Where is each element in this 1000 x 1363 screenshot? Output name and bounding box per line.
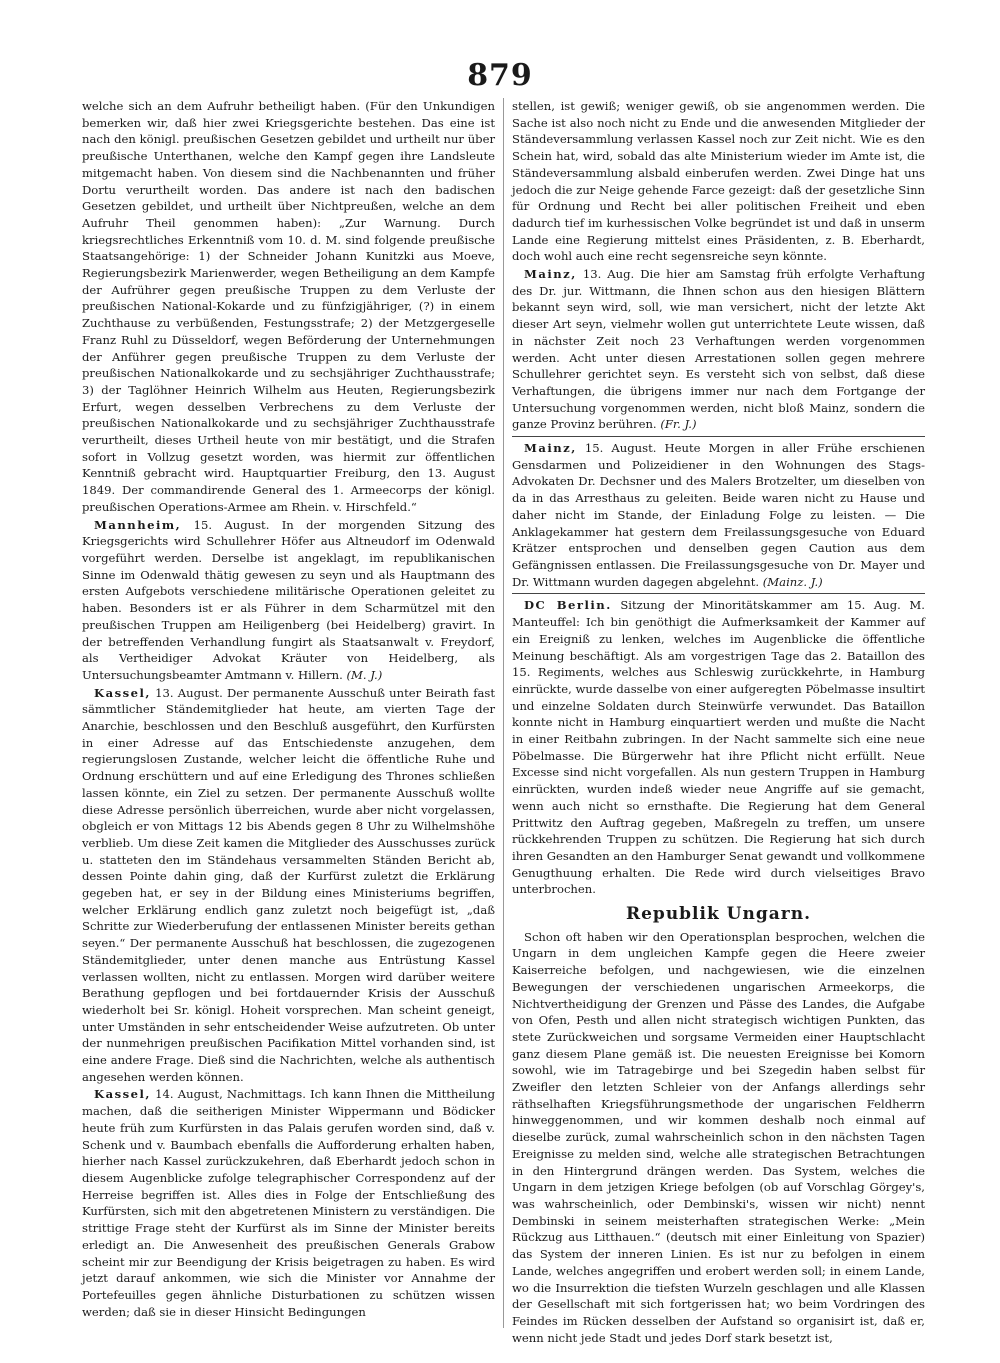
article-text: 14. August, Nachmittags. Ich kann Ihnen die Mittheilung machen, daß die seitherigen Minister Wippermann und Bödicker heute früh zum Kurfürsten in das Palais gerufen worden sind, daß v. Schenk und v. Baumbach ebenfalls die Aufforderung erhalten haben, hierher nach Kassel zurückzukehren, daß Eberhardt jedoch schon in diesem Augenblicke zufolge telegraphischer Correspondenz auf der Herreise begriffen ist. Alles dies in Folge der Entschließung des Kurfürsten, sich mit den abgetretenen Ministern zu verständigen. Die strittige Frage steht der Kurfürst als im Sinne der Minister bereits erledigt an. Die Anwesenheit des preußischen Generals Grabow scheint mir zur Beendigung der Krisis beigetragen zu haben. Es wird jetzt darauf ankommen, wie sich die Minister vor Annahme der Portefeuilles gegen ähnliche Disturbationen zu schützen wissen werden; daß sie in dieser Hinsicht Bedingungen — [82, 1087, 495, 1319]
article-text: Sitzung der Minoritätskammer am 15. Aug. M. Manteuffel: Ich bin genöthigt die Aufmerksamkeit der Kammer auf ein Ereigniß zu lenken, welches im Augenblicke die öffentliche Meinung beschäftigt. Als am vorgestrigen Tage das 2. Bataillon des 15. Regiments, welches aus Schleswig zurückkehrte, in Hamburg einrückte, wurde dasselbe von einer aufgeregten Pöbelmasse insultirt und einzelne Soldaten durch Steinwürfe verwundet. Das Bataillon konnte nicht in Hamburg einquartiert werden und mußte die Nacht in einer Reitbahn zubringen. In der Nacht sammelte sich eine neue Pöbelmasse. Die Bürgerwehr hat ihre Pflicht nicht erfüllt. Neue Excesse sind nicht vorgefallen. Als nun gestern Truppen in Hamburg einrückten, wurden indeß wieder neue Angriffe auf sie gemacht, wenn auch nicht so ernsthafte. Die Regierung hat dem General Prittwitz den Auftrag gegeben, Maßregeln zu treffen, um unsere rückkehrenden Truppen zu schützen. Die Regierung hat sich durch ihren Gesandten an den Hamburger Senat gewandt und vollkommene Genugthuung erhalten. Die Rede wird durch vielseitiges Bravo unterbrochen. — [512, 598, 925, 897]
article-paragraph — [512, 597, 925, 898]
article-dateline: DC Berlin. — [524, 598, 612, 613]
article-paragraph — [512, 929, 925, 1347]
article-text: 13. Aug. Die hier am Samstag früh erfolgte Verhaftung des Dr. jur. Wittmann, die Ihnen schon aus den hiesigen Blättern bekannt seyn wird, soll, wie man versichert, nicht der letzte Akt dieser Art seyn, vielmehr wollen gut unterrichtete Leute wissen, daß in nächster Zeit noch 23 Verhaftungen werden vorgenommen werden. Acht unter diesen Arrestationen sollen gegen mehrere Schullehrer gerichtet seyn. Es versteht sich von selbst, daß diese Verhaftungen, die übrigens immer nur nach dem Fortgange der Untersuchung vorgenommen werden, nicht bloß Mainz, sondern die ganze Provinz berühren. — [512, 267, 926, 432]
article-separator — [512, 593, 925, 594]
article-text: 13. August. Der permanente Ausschuß unter Beirath fast sämmtlicher Ständemitglieder hat heute, am vierten Tage der Anarchie, beschlossen und den Beschluß ausgeführt, den Kurfürsten in einer Adresse auf das Entschiedenste anzugehen, dem regierungslosen Zustande, welcher leicht die öffentliche Ruhe und Ordnung erschüttern und auf eine Erledigung des Thrones schließen lassen könnte, ein Ziel zu setzen. Der permanente Ausschuß wollte diese Adresse persönlich überreichen, wurde aber nicht vorgelassen, obgleich er von Mittags 12 bis Abends gegen 8 Uhr zu Wilhelmshöhe verblieb. Um diese Zeit kamen die Mitglieder des Ausschusses zurück u. statteten den im Ständehaus versammelten Ständen Bericht ab, dessen Pointe dahin ging, daß der Kurfürst zuletzt die Erklärung gegeben hat, er sey in der Bildung eines Ministeriums begriffen, welcher Erklärung endlich ganz zuletzt noch beigefügt ist, „daß Schritte zur Wiederberufung der entlassenen Minister bereits gethan seyen.“ Der permanente Ausschuß hat beschlossen, die zugezogenen Ständemitglieder, unter denen manche aus Entrüstung Kassel verlassen wollten, nicht zu entlassen. Morgen wird darüber weitere Berathung gepflogen und bei fortdauernder Krisis der Ausschuß wiederholt bei Sr. königl. Hoheit vorsprechen. Man scheint geneigt, unter Umständen in sehr entscheidender Weise aufzutreten. Ob unter der nunmehrigen preußischen Pacifikation Mittel vorhanden sind, ist eine andere Frage. Dieß sind die Nachrichten, welche als authentisch angesehen werden können. — [82, 685, 496, 1084]
article-dateline: Kassel, — [94, 685, 151, 700]
article-source: (Fr. J.) — [660, 417, 697, 432]
article-text: Schon oft haben wir den Operationsplan besprochen, welchen die Ungarn in dem ungleichen Kampfe gegen die Heere zweier Kaiserreiche befolgen, und nachgewiesen, wie die einzelnen Bewegungen der verschiedenen ungarischen Armeekorps, die Nichtvertheidigung der Grenzen und Pässe des Landes, die Aufgabe von Ofen, Pesth und allen nicht strategisch wichtigen Punkten, das stete Zurückweichen und sorgsame Vermeiden einer Hauptschlacht ganz diesem Plane gemäß ist. Die neuesten Ereignisse bei Komorn sowohl, wie im Tatragebirge und bei Szegedin haben selbst für Zweifler den letzten Schleier von der Anfangs allerdings sehr räthselhaften Kriegsführungsmethode der ungarischen Feldherrn hinweggenommen, und wir kommen deshalb noch einmal auf dieselbe zurück, zumal wahrscheinlich schon in den nächsten Tagen Ereignisse zu melden sind, welche alle strategischen Betrachtungen in den Hintergrund drängen werden. Das System, welches die Ungarn in dem jetzigen Kriege befolgen (ob auf Vorschlag Görgey's, was wahrscheinlich, oder Dembinski's, wissen wir nicht) nennt Dembinski in seinem meisterhaften strategischen Werke: „Mein Rückzug aus Litthauen.“ (deutsch mit einer Einleitung von Spazier) das System der inneren Linien. Es ist nur zu befolgen in einem Lande, welches angegriffen und erobert werden soll; in einem Lande, wo die Insurrektion die tiefsten Wurzeln geschlagen und alle Klassen der Gesellschaft mit sich fortgerissen hat; wo beim Vordringen des Feindes im Rücken desselben der Aufstand so organisirt ist, daß er, wenn nicht jede Stadt und jedes Dorf stark besetzt ist, — [512, 929, 925, 1345]
left-column — [82, 98, 495, 1320]
article-dateline: Mannheim, — [94, 517, 182, 532]
article-source: (M. J.) — [346, 667, 383, 682]
article-text: 15. August. Heute Morgen in aller Frühe erschienen Gensdarmen und Polizeidiener in den Wohnungen des Stags-Advokaten Dr. Dechsner und des Malers Brotzelter, um dieselben von da in das Arresthaus zu geleiten. Beide waren nicht zu Hause und daher nicht im Stande, der Einladung Folge zu leisten. — Die Anklagekammer hat gestern dem Freilassungsgesuche von Eduard Krätzer entsprochen und denselben gegen Caution aus dem Gefängnissen entlassen. Die Freilassungsgesuche von Dr. Mayer und Dr. Wittmann wurden dagegen abgelehnt. — [512, 441, 926, 589]
article-paragraph — [82, 1086, 495, 1320]
article-separator — [512, 436, 925, 437]
article-text: 15. August. In der morgenden Sitzung des Kriegsgerichts wird Schullehrer Höfer aus Altneudorf im Odenwald vorgeführt werden. Derselbe ist angeklagt, im republikanischen Sinne im Odenwald thätig gewesen zu seyn und als Hauptmann des ersten Aufgebots verschiedene militärische Operationen geleitet zu haben. Besonders ist er als Führer in dem Scharmützel mit den preußischen Truppen am Heiligenberg (bei Heidelberg) gravirt. In der betreffenden Verhandlung fungirt als Staatsanwalt v. Freydorf, als Vertheidiger Advokat Kräuter von Heidelberg, als Untersuchungsbeamter Amtmann v. Hillern. — [82, 517, 496, 682]
article-text: stellen, ist gewiß; weniger gewiß, ob sie angenommen werden. Die Sache ist also noch nicht zu Ende und die anwesenden Mitglieder der Ständeversammlung verlassen Kassel noch zur Zeit nicht. Wie es den Schein hat, wird, sobald das alte Ministerium wieder im Amte ist, die Ständeversammlung alsbald einberufen werden. Zwei Dinge hat uns jedoch die zur Neige gehende Farce gezeigt: daß der gesetzliche Sinn für Ordnung und Recht bei aller politischen Freiheit und eben dadurch tief im kurhessischen Volke begründet ist und daß in unserm Lande eine Regierung mittelst eines Präsidenten, z. B. Eberhardt, doch wohl auch eine recht segensreiche seyn könnte. — [512, 99, 925, 264]
article-paragraph — [512, 98, 925, 265]
article-text: welche sich an dem Aufruhr betheiligt haben. (Für den Unkundigen bemerken wir, daß hier zwei Kriegsgerichte bestehen. Das eine ist nach den königl. preußischen Gesetzen gebildet und urtheilt nur über preußische Unterthanen, welche den Kampf gegen ihre Landsleute mitgemacht haben. Von diesem sind die Nachbenannten und früher Dortu verurtheilt worden. Das andere ist nach den badischen Gesetzen gebildet, und urtheilt über Nichtpreußen, welche an dem Aufruhr Theil genommen haben): „Zur Warnung. Durch kriegsrechtliches Erkenntniß vom 10. d. M. sind folgende preußische Staatsangehörige: 1) der Schneider Johann Kunitzki aus Moeve, Regierungsbezirk Marienwerder, wegen Betheiligung an dem Kampfe der Aufrührer gegen preußische Truppen zu dem Verluste der preußischen National-Kokarde und zu fünfzigjähriger, (?) in einem Zuchthause zu verbüßenden, Festungsstrafe; 2) der Metzgergeselle Franz Ruhl zu Düsseldorf, wegen Beförderung der Unternehmungen der Anführer gegen preußische Truppen zu dem Verluste der preußischen Nationalkokarde und zu sechsjähriger Zuchthausstrafe; 3) der Taglöhner Heinrich Wilhelm aus Heuten, Regierungsbezirk Erfurt, wegen desselben Verbrechens zu dem Verluste der preußischen Nationalkokarde und zu sechsjähriger Zuchthausstrafe verurtheilt, dieses Urtheil heute von mir bestätigt, und die Strafen sofort in Vollzug gesetzt worden, was hiermit zur öffentlichen Kenntniß gebracht wird. Hauptquartier Freiburg, den 13. August 1849. Der commandirende General des 1. Armeecorps der königl. preußischen Operations-Armee am Rhein. v. Hirschfeld.“ — [82, 99, 495, 514]
column-divider — [503, 98, 504, 1328]
article-dateline: Mainz, — [524, 267, 577, 282]
article-paragraph — [82, 685, 495, 1086]
article-paragraph — [512, 266, 925, 433]
article-source: (Mainz. J.) — [762, 574, 823, 589]
section-heading: Republik Ungarn. — [625, 904, 811, 925]
article-paragraph — [82, 517, 495, 684]
page-number: 879 — [467, 58, 533, 93]
article-paragraph — [82, 98, 495, 516]
article-dateline: Mainz, — [524, 441, 577, 456]
article-dateline: Kassel, — [94, 1087, 151, 1102]
right-column — [512, 98, 925, 1346]
article-paragraph — [512, 440, 925, 590]
